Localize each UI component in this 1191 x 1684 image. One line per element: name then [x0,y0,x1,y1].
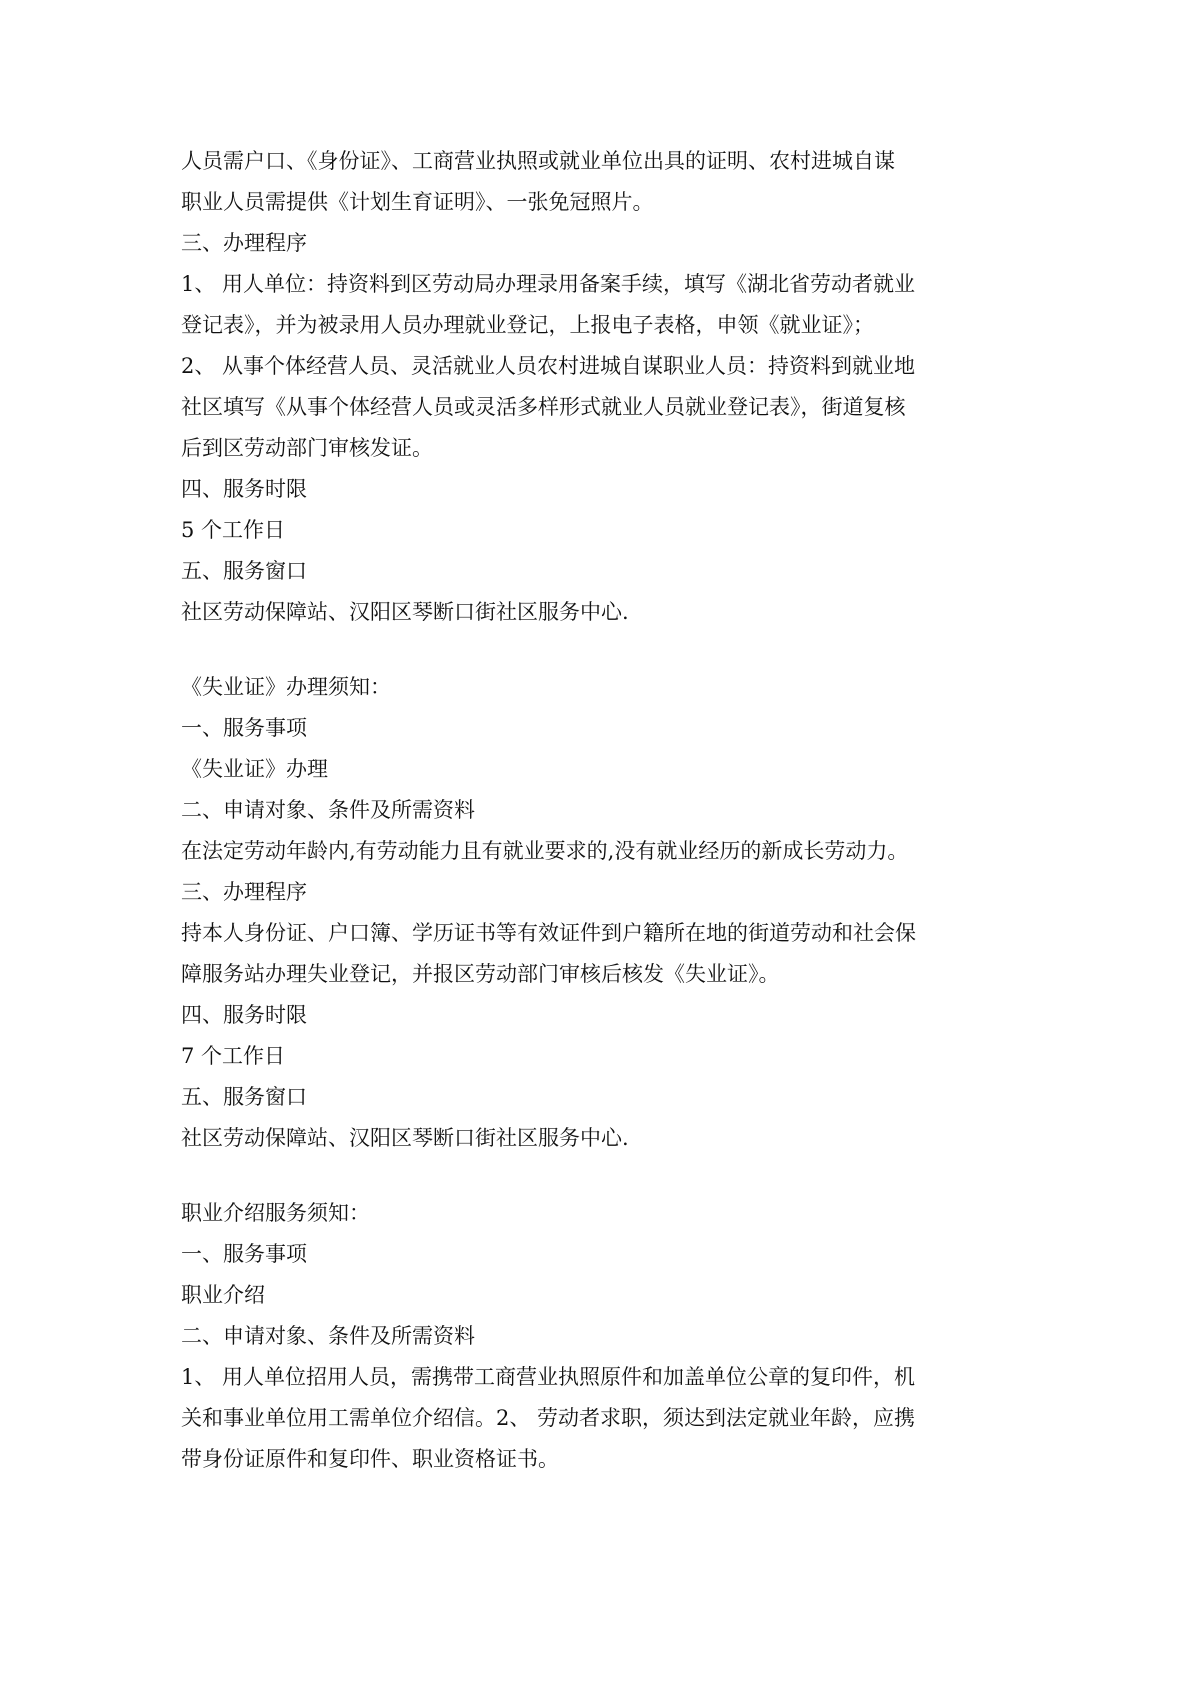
text-line: 后到区劳动部门审核发证。 [181,436,433,460]
section-heading: 五、服务窗口 [181,1085,307,1109]
text-line: 社区劳动保障站、汉阳区琴断口街社区服务中心. [181,600,629,624]
section-heading: 三、办理程序 [181,880,307,904]
text-line: 持本人身份证、户口簿、学历证书等有效证件到户籍所在地的街道劳动和社会保 [181,921,916,945]
text-line: 职业介绍 [181,1283,265,1307]
section-job-referral [181,1193,1021,1480]
text-line: 1、 用人单位：持资料到区劳动局办理录用备案手续，填写《湖北省劳动者就业 [181,272,916,296]
section-title: 职业介绍服务须知： [181,1201,370,1225]
section-heading: 四、服务时限 [181,477,307,501]
text-line: 7 个工作日 [181,1044,286,1068]
section-heading: 五、服务窗口 [181,559,307,583]
document-body [181,141,1021,1480]
section-heading: 一、服务事项 [181,1242,307,1266]
section-unemployment-certificate [181,667,1021,1159]
text-line: 登记表》，并为被录用人员办理就业登记，上报电子表格，申领《就业证》； [181,313,874,337]
section-heading: 一、服务事项 [181,716,307,740]
text-line: 社区劳动保障站、汉阳区琴断口街社区服务中心. [181,1126,629,1150]
section-heading: 二、申请对象、条件及所需资料 [181,1324,475,1348]
text-line: 2、 从事个体经营人员、灵活就业人员农村进城自谋职业人员：持资料到就业地 [181,354,916,378]
text-line: 《失业证》办理 [181,757,328,781]
section-heading: 二、申请对象、条件及所需资料 [181,798,475,822]
text-line: 在法定劳动年龄内,有劳动能力且有就业要求的,没有就业经历的新成长劳动力。 [181,839,909,863]
text-line: 人员需户口、《身份证》、工商营业执照或就业单位出具的证明、农村进城自谋 [181,149,895,173]
text-line: 带身份证原件和复印件、职业资格证书。 [181,1447,559,1471]
text-line: 5 个工作日 [181,518,286,542]
text-line: 1、 用人单位招用人员，需携带工商营业执照原件和加盖单位公章的复印件，机 [181,1365,916,1389]
text-line: 职业人员需提供《计划生育证明》、一张免冠照片。 [181,190,654,214]
text-line: 关和事业单位用工需单位介绍信。2、 劳动者求职，须达到法定就业年龄，应携 [181,1406,916,1430]
section-employment-registration [181,141,1021,633]
section-heading: 四、服务时限 [181,1003,307,1027]
section-heading: 三、办理程序 [181,231,307,255]
section-title: 《失业证》办理须知： [181,675,391,699]
text-line: 社区填写《从事个体经营人员或灵活多样形式就业人员就业登记表》，街道复核 [181,395,906,419]
paragraph-gap [181,1159,1021,1193]
text-line: 障服务站办理失业登记，并报区劳动部门审核后核发《失业证》。 [181,962,780,986]
paragraph-gap [181,633,1021,667]
